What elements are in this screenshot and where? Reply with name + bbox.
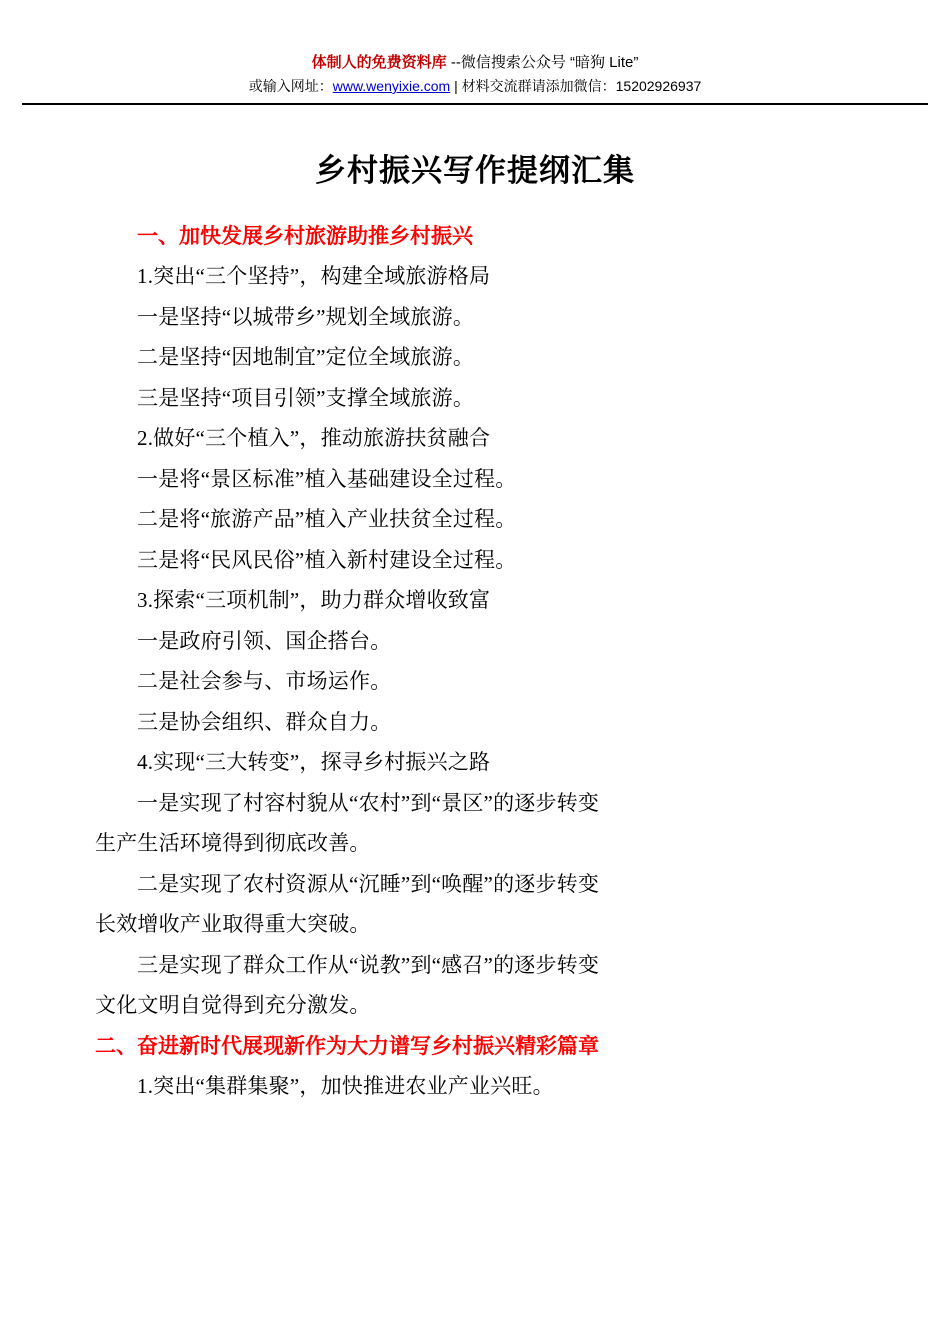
- document-body: [0, 145, 950, 1106]
- paragraph: 二是将“旅游产品”植入产业扶贫全过程。: [137, 507, 517, 531]
- paragraph: 1.突出“集群集聚”，加快推进农业产业兴旺。: [137, 1073, 554, 1098]
- paragraph: 3.探索“三项机制”，助力群众增收致富: [137, 588, 491, 612]
- paragraph: 一是将“景区标准”植入基础建设全过程。: [137, 466, 517, 491]
- section-heading-2: 二、奋进新时代展现新作为大力谱写乡村振兴精彩篇章: [95, 1033, 599, 1058]
- paragraph: 生产生活环境得到彻底改善。: [95, 831, 371, 855]
- banner-line-2: [22, 76, 928, 97]
- paragraph: 一是政府引领、国企搭台。: [137, 628, 392, 653]
- paragraph: 4.实现“三大转变”，探寻乡村振兴之路: [137, 750, 491, 774]
- banner-site-name: 体制人的免费资料库: [311, 54, 447, 71]
- banner-contact-note: | 材料交流群请添加微信：15202926937: [450, 78, 702, 94]
- paragraph: 2.做好“三个植入”，推动旅游扶贫融合: [137, 426, 491, 450]
- banner-line-1: [22, 52, 928, 74]
- banner-url-label: 或输入网址：: [248, 78, 333, 94]
- section-heading-1: 一、加快发展乡村旅游助推乡村振兴: [137, 224, 473, 248]
- paragraph: 三是实现了群众工作从“说教”到“感召”的逐步转变: [137, 952, 600, 977]
- promo-banner: [22, 0, 928, 105]
- paragraph: 一是坚持“以城带乡”规划全域旅游。: [137, 304, 475, 329]
- page-title: 乡村振兴写作提纲汇集: [315, 153, 635, 188]
- paragraph: 三是将“民风民俗”植入新村建设全过程。: [137, 547, 517, 572]
- banner-wechat-note: --微信搜索公众号 “暗狗 Lite”: [446, 54, 639, 71]
- paragraph: 一是实现了村容村貌从“农村”到“景区”的逐步转变: [137, 790, 600, 815]
- paragraph: 文化文明自觉得到充分激发。: [95, 993, 371, 1017]
- banner-url-link[interactable]: www.wenyixie.com: [332, 78, 451, 94]
- paragraph: 二是社会参与、市场运作。: [137, 669, 392, 693]
- paragraph: 长效增收产业取得重大突破。: [95, 912, 371, 936]
- paragraph: 二是坚持“因地制宜”定位全域旅游。: [137, 345, 475, 369]
- paragraph: 二是实现了农村资源从“沉睡”到“唤醒”的逐步转变: [137, 871, 600, 896]
- paragraph: 三是协会组织、群众自力。: [137, 709, 392, 734]
- paragraph: 三是坚持“项目引领”支撑全域旅游。: [137, 385, 475, 410]
- paragraph: 1.突出“三个坚持”，构建全域旅游格局: [137, 264, 491, 288]
